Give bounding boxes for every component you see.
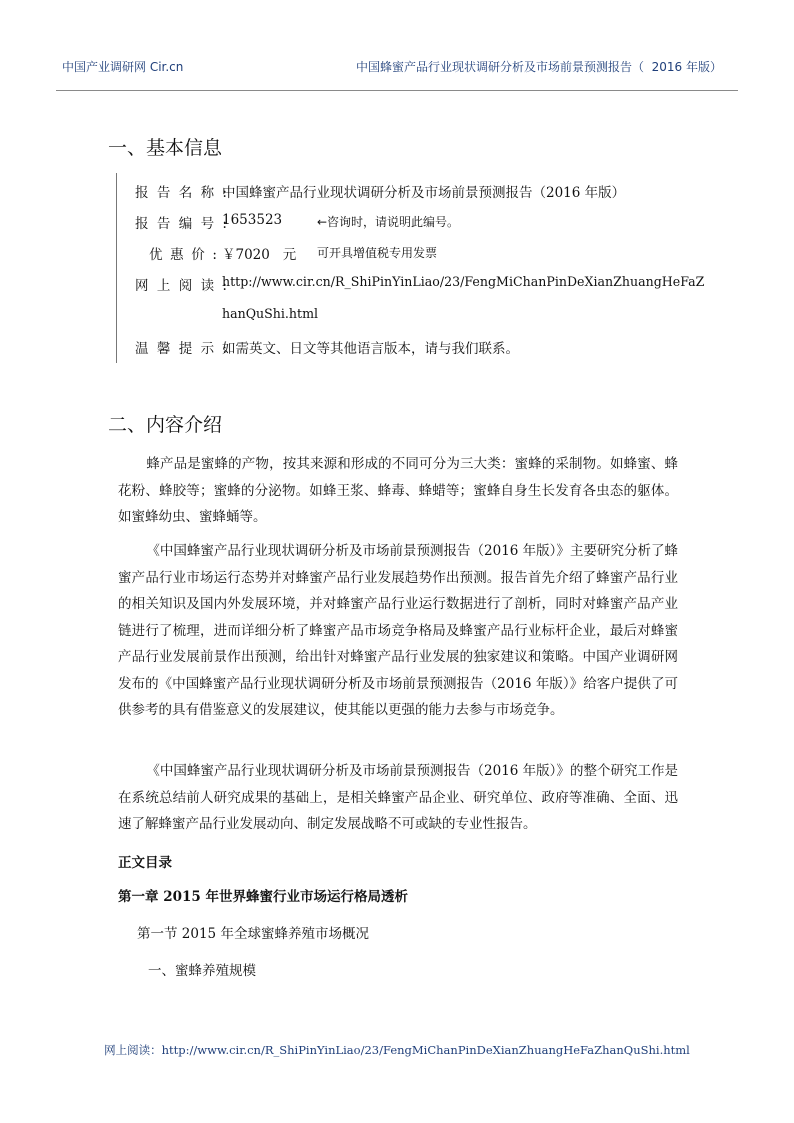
info-label-url: 网上阅读:	[135, 278, 227, 294]
intro-paragraph-3: 《中国蜂蜜产品行业现状调研分析及市场前景预测报告（2016 年版）》的整个研究工作是在系统总结前人研究成果的基础上，是相关蜂蜜产品企业、研究单位、政府等准确、全面、迅速了解蜂蜜产品行业发展动向、制定发展战略不可或缺的专业性报告。	[118, 763, 678, 832]
section-title-content-intro: 二、内容介绍	[108, 414, 223, 436]
toc-heading: 正文目录	[118, 855, 172, 871]
basic-info-block	[116, 173, 707, 363]
footer-online-link[interactable]: 网上阅读：http://www.cir.cn/R_ShiPinYinLiao/23/FengMiChanPinDeXianZhuangHeFaZhanQuShi.html	[104, 1043, 690, 1057]
header-site-name: 中国产业调研网 Cir.cn	[62, 60, 184, 74]
intro-paragraph-2: 《中国蜂蜜产品行业现状调研分析及市场前景预测报告（2016 年版）》主要研究分析了蜂蜜产品行业市场运行态势并对蜂蜜产品行业发展趋势作出预测。报告首先介绍了蜂蜜产品行业的相关知识及国内外发展环境，并对蜂蜜产品行业运行数据进行了剖析，同时对蜂蜜产品产业链进行了梳理，进而详细分析了蜂蜜产品市场竞争格局及蜂蜜产品行业标杆企业，最后对蜂蜜产品行业发展前景作出预测，给出针对蜂蜜产品行业发展的独家建议和策略。中国产业调研网发布的《中国蜂蜜产品行业现状调研分析及市场前景预测报告（2016 年版）》给客户提供了可供参考的具有借鉴意义的发展建议，使其能以更强的能力去参与市场竞争。	[118, 543, 678, 718]
info-label-price: 优惠价:	[149, 247, 217, 263]
info-label-name: 报告名称:	[135, 185, 227, 201]
header-report-title: 中国蜂蜜产品行业现状调研分析及市场前景预测报告（ 2016 年版）	[356, 60, 722, 74]
info-value-tip: 如需英文、日文等其他语言版本，请与我们联系。	[222, 341, 519, 357]
toc-subsection-1-1-1: 一、蜜蜂养殖规模	[148, 963, 256, 979]
info-label-id: 报告编号:	[135, 216, 227, 232]
toc-chapter-1: 第一章 2015 年世界蜂蜜行业市场运行格局透析	[118, 889, 408, 905]
toc-section-1-1: 第一节 2015 年全球蜜蜂养殖市场概况	[137, 926, 369, 942]
info-value-price: ￥7020 元	[222, 247, 297, 263]
header-divider	[56, 90, 738, 91]
intro-paragraph-1: 蜂产品是蜜蜂的产物，按其来源和形成的不同可分为三大类：蜜蜂的采制物。如蜂蜜、蜂花粉、蜂胶等；蜜蜂的分泌物。如蜂王浆、蜂毒、蜂蜡等；蜜蜂自身生长发育各虫态的躯体。如蜜蜂幼虫、蜜蜂蛹等。	[118, 456, 678, 525]
info-label-tip: 温馨提示:	[135, 341, 227, 357]
info-value-id: 1653523	[222, 212, 283, 228]
info-note-price: 可开具增值税专用发票	[317, 246, 438, 260]
info-note-id: ←咨询时，请说明此编号。	[317, 215, 460, 229]
info-url-line-1[interactable]: http://www.cir.cn/R_ShiPinYinLiao/23/FengMiChanPinDeXianZhuangHeFaZ	[222, 274, 705, 289]
info-value-name: 中国蜂蜜产品行业现状调研分析及市场前景预测报告（2016 年版）	[222, 185, 626, 201]
section-title-basic-info: 一、基本信息	[108, 137, 223, 159]
info-url-line-2[interactable]: hanQuShi.html	[222, 306, 319, 321]
